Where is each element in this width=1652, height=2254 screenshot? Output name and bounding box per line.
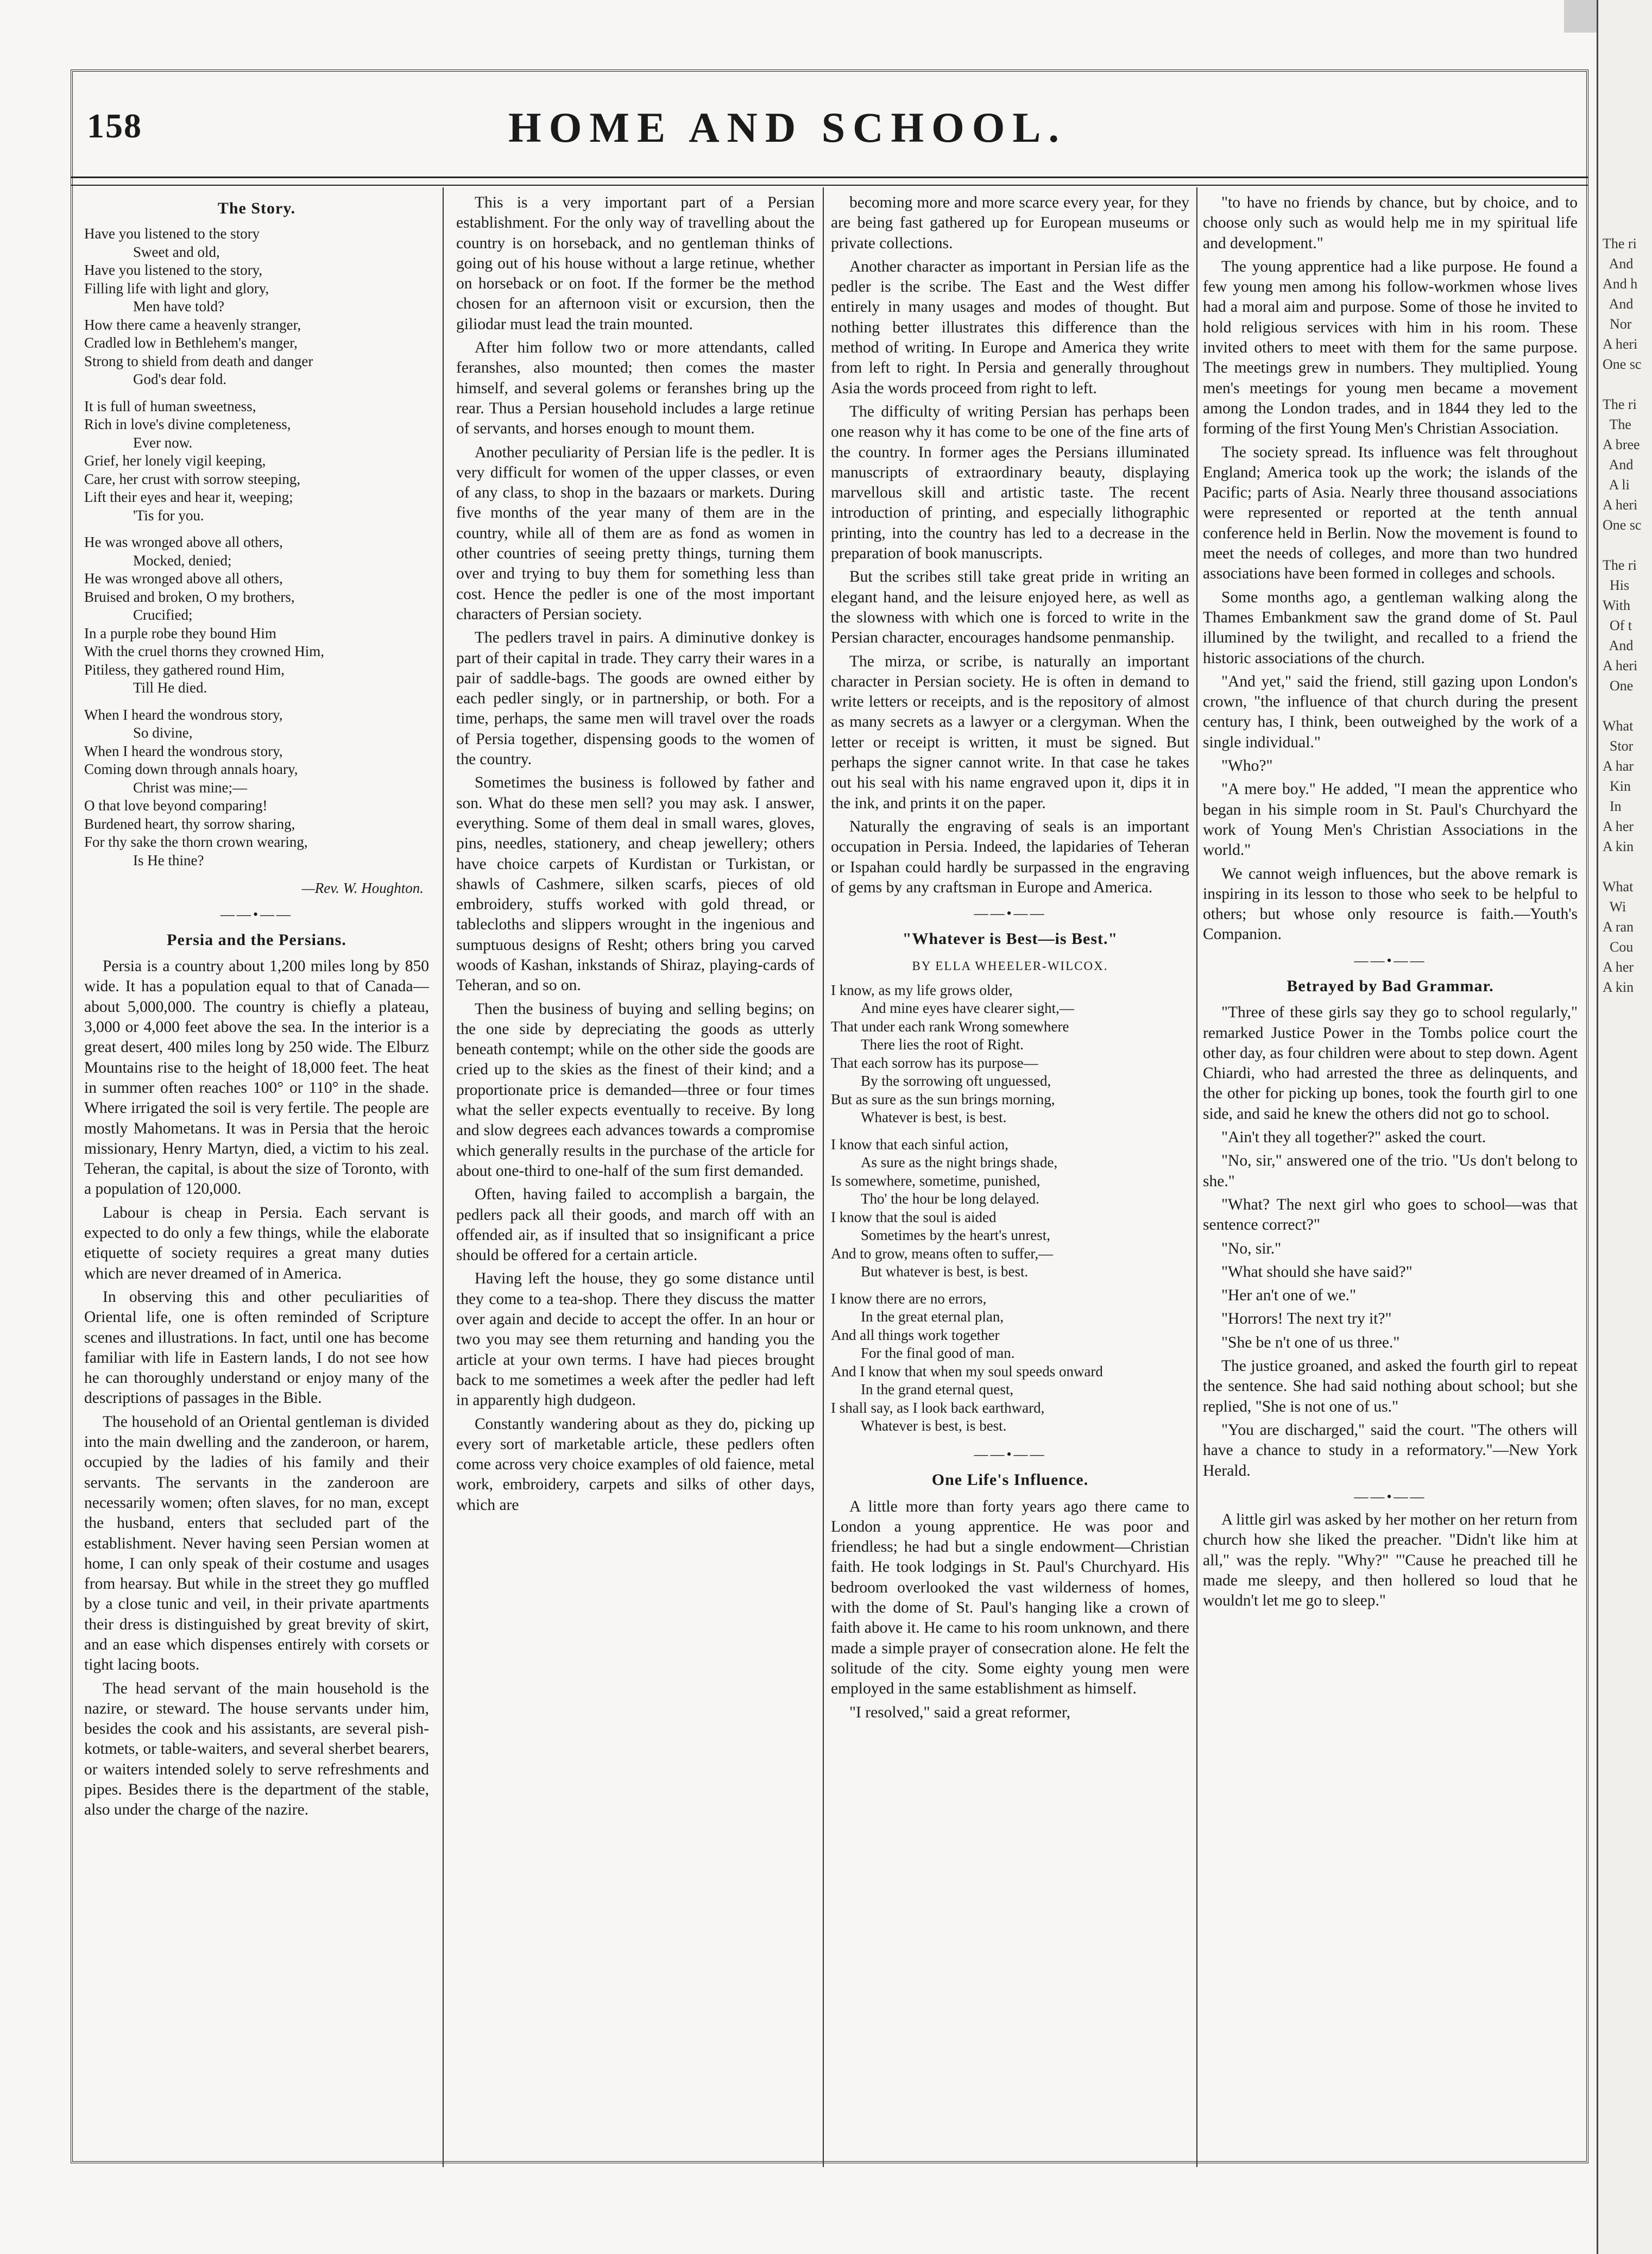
persia-article-title: Persia and the Persians. xyxy=(167,930,346,949)
poem-stanza xyxy=(831,1136,1189,1281)
poem-line: In the great eternal plan, xyxy=(861,1308,1004,1325)
influence-article-continued xyxy=(1203,193,1578,945)
poem-stanza xyxy=(84,225,429,389)
story-poem xyxy=(84,225,429,870)
persia-article-body xyxy=(84,956,429,1820)
article-paragraph: The head servant of the main household is the nazire, or steward. The house servants under him, besides the cook and his assistants, are several pish-kotmets, or table-waiters, and several sherbet bearers, or waiters intended solely to serve refreshments and pipes. Besides there is the department of the stable, also under the charge of the nazire. xyxy=(84,1679,429,1819)
poem-line: It is full of human sweetness, xyxy=(84,398,256,414)
article-paragraph: "And yet," said the friend, still gazing upon London's crown, "the influence of that church during the present century has, I think, been outweighed by the work of a single individual." xyxy=(1203,672,1578,751)
persia-article-conclusion xyxy=(831,193,1189,898)
article-paragraph: The household of an Oriental gentleman is divided into the main dwelling and the zanderoon, or harem, occupied by the ladies of his family and their servants. The servants in the zanderoon are necessarily women; often slaves, for no man, except the husband, enters that secluded part of the establishment. Never having seen Persian women at home, I can only speak of their costume and usages from hearsay. But while in the street they go muffled by a close tunic and veil, in their private apartments their dress is distinguished by great brevity of skirt, and an ease which dispenses entirely with corsets or tight lacing boots. xyxy=(84,1413,429,1674)
story-poem-title: The Story. xyxy=(217,199,296,217)
article-paragraph: The justice groaned, and asked the fourth girl to repeat the sentence. She had said nothing about school; but she replied, "She is not one of us." xyxy=(1203,1357,1578,1415)
article-paragraph: "She be n't one of us three." xyxy=(1221,1333,1400,1351)
poem-line: Rich in love's divine completeness, xyxy=(84,416,291,433)
article-paragraph: "A mere boy." He added, "I mean the apprentice who began in his simple room in St. Paul's Churchyard the work of Young Men's Christian Associations in the world." xyxy=(1203,780,1578,859)
article-paragraph: "Horrors! The next try it?" xyxy=(1221,1310,1392,1328)
poem-line: And I know that when my soul speeds onward xyxy=(831,1363,1103,1380)
poem-line: In a purple robe they bound Him xyxy=(84,625,276,641)
masthead-title: HOME AND SCHOOL. xyxy=(508,104,1067,151)
article-paragraph: In observing this and other peculiarities of Oriental life, one is often reminded of Scripture scenes and illustrations. In fact, until one has become familiar with life in Eastern lands, I do not see how he can thoroughly understand or enjoy many of the descriptions of passages in the Bible. xyxy=(84,1288,429,1407)
article-paragraph: Another peculiarity of Persian life is the pedler. It is very difficult for women of the upper classes, or even of any class, to shop in the bazaars or markets. During five months of the year many of them are in the country, while all of them are as fond as women in other countries of seeing pretty things, turning them over and trying to buy them for something less than cost. Hence the pedler is one of the most important characters of Persian society. xyxy=(456,443,815,623)
influence-article-body xyxy=(831,1497,1189,1723)
poem-line: Grief, her lonely vigil keeping, xyxy=(84,452,266,469)
poem-line: I know, as my life grows older, xyxy=(831,981,1013,998)
poem-line: Burdened heart, thy sorrow sharing, xyxy=(84,815,295,832)
grammar-article-body xyxy=(1203,1003,1578,1481)
poem-line: Coming down through annals hoary, xyxy=(84,761,298,778)
article-paragraph: A little more than forty years ago there came to London a young apprentice. He was poor and friendless; he had but a single endowment—Christian faith. He took lodgings in St. Paul's Churchyard. His bedroom overlooked the vast wilderness of homes, with the dome of St. Paul's hanging like a crown of faith above it. He came to his room unknown, and there made a simple prayer of consecration alone. He felt the solitude of the city. Some eighty young men were employed in the same establishment as himself. xyxy=(831,1497,1189,1698)
poem-line: As sure as the night brings shade, xyxy=(861,1154,1058,1171)
article-paragraph: We cannot weigh influences, but the above remark is inspiring in its lesson to those who seek to be helpful to others; but whose only resource is faith.—Youth's Companion. xyxy=(1203,865,1578,943)
poem-line: So divine, xyxy=(133,725,193,741)
article-paragraph: "What should she have said?" xyxy=(1221,1263,1413,1281)
grammar-article-title: Betrayed by Bad Grammar. xyxy=(1287,977,1494,995)
poem-line: When I heard the wondrous story, xyxy=(84,742,283,759)
article-paragraph: "You are discharged," said the court. "The others will have a chance to study in a reformatory."—New York Herald. xyxy=(1203,1421,1578,1479)
article-paragraph: "Ain't they all together?" asked the court. xyxy=(1221,1129,1486,1147)
poem-line: I know that each sinful action, xyxy=(831,1136,1008,1153)
whatever-poem xyxy=(831,981,1189,1435)
article-paragraph: "No, sir," answered one of the trio. "Us don't belong to she." xyxy=(1203,1152,1578,1190)
story-attribution: —Rev. W. Houghton. xyxy=(301,880,424,897)
column-rule-1 xyxy=(443,187,444,2167)
article-paragraph: Another character as important in Persian life as the pedler is the scribe. The East and the West differ entirely in many usages and modes of thought. But nothing better illustrates this difference than the method of writing. In Europe and America they write from left to right. In Persia and generally throughout Asia the words proceed from right to left. xyxy=(831,257,1189,397)
poem-line: For the final good of man. xyxy=(861,1345,1015,1362)
section-ornament: ——•—— xyxy=(1354,1488,1427,1504)
article-paragraph: The mirza, or scribe, is naturally an important character in Persian society. He is often in demand to write letters or receipts, and is the repository of almost as many secrets as a lawyer or a clergyman. When the letter or receipt is written, it must be signed. But perhaps the signer cannot write. In that case he takes out his seal with his name engraved upon it, dips it in the ink, and prints it on the paper. xyxy=(831,652,1189,812)
article-paragraph: "Her an't one of we." xyxy=(1221,1287,1357,1305)
poem-stanza xyxy=(831,981,1189,1127)
section-ornament: ——•—— xyxy=(974,1446,1046,1462)
article-paragraph: "I resolved," said a great reformer, xyxy=(849,1703,1071,1721)
poem-line: Mocked, denied; xyxy=(133,552,232,569)
header-rule-2 xyxy=(71,185,1588,186)
article-paragraph: This is a very important part of a Persian establishment. For the only way of travelling about the country is on horseback, and no gentleman thinks of going out of his house without a large retinue, whether on horseback or on foot. If the former be the method chosen for an afternoon visit or excursion, then the giliodar must lead the train mounted. xyxy=(456,194,815,333)
poem-line: But whatever is best, is best. xyxy=(861,1263,1029,1280)
poem-line: When I heard the wondrous story, xyxy=(84,706,283,723)
poem-line: Have you listened to the story xyxy=(84,225,260,242)
article-paragraph: Often, having failed to accomplish a bargain, the pedlers pack all their goods, and march off with an offended air, as if insulted that so insignificant a price should be offered for a certain article. xyxy=(456,1186,815,1264)
poem-line: And all things work together xyxy=(831,1326,1000,1343)
poem-line: How there came a heavenly stranger, xyxy=(84,316,301,333)
whatever-poem-byline: BY ELLA WHEELER-WILCOX. xyxy=(912,959,1108,973)
poem-line: Cradled low in Bethlehem's manger, xyxy=(84,335,298,351)
poem-line: For thy sake the thorn crown wearing, xyxy=(84,834,308,851)
influence-article-title: One Life's Influence. xyxy=(931,1471,1089,1489)
article-paragraph: Then the business of buying and selling begins; on the one side by depreciating the goods as utterly beneath contempt; while on the other side the goods are cried up to the skies as the finest of their kind; and a proportionate price is demanded—three or four times what the seller expects eventually to receive. By long and slow degrees each advances towards a compromise which generally results in the purchase of the article for about one-third to one-half of the sum first demanded. xyxy=(456,1000,815,1180)
article-paragraph: Constantly wandering about as they do, picking up every sort of marketable article, these pedlers often come across very choice examples of old faience, metal work, embroidery, carpets and silks of other days, which are xyxy=(456,1415,815,1514)
column-rule-3 xyxy=(1196,187,1197,2167)
article-paragraph: But the scribes still take great pride in writing an elegant hand, and the leisure enjoyed here, as well as the slowness with which one is forced to write in the Persian character, encourages handsome penmanship. xyxy=(831,568,1189,647)
persia-article-continued xyxy=(456,193,815,1515)
article-paragraph: After him follow two or more attendants, called feranshes, also mounted; then comes the master himself, and several golems or feranshes bring up the rear. Thus a Persian household includes a large retinue of servants, and horses enough to mount them. xyxy=(456,339,815,438)
poem-line: Strong to shield from death and danger xyxy=(84,352,313,369)
poem-line: And to grow, means often to suffer,— xyxy=(831,1245,1054,1262)
article-paragraph: "to have no friends by chance, but by choice, and to choose only such as would help me in my spiritual life and development." xyxy=(1203,194,1578,252)
poem-line: O that love beyond comparing! xyxy=(84,797,268,814)
poem-line: God's dear fold. xyxy=(133,371,227,388)
poem-line: Christ was mine;— xyxy=(133,779,247,796)
poem-line: Ever now. xyxy=(133,434,193,451)
adjacent-page-edge xyxy=(1597,0,1652,2254)
poem-line: Men have told? xyxy=(133,298,224,315)
poem-line: By the sorrowing oft unguessed, xyxy=(861,1073,1051,1090)
poem-line: I shall say, as I look back earthward, xyxy=(831,1399,1045,1416)
article-paragraph: Labour is cheap in Persia. Each servant is expected to do only a few things, while the elaborate etiquette of society requires a great many duties which are never dreamed of in America. xyxy=(84,1204,429,1282)
poem-line: Whatever is best, is best. xyxy=(861,1109,1007,1126)
column-3 xyxy=(831,193,1189,2148)
poem-line: And mine eyes have clearer sight,— xyxy=(861,1000,1074,1017)
poem-stanza xyxy=(84,706,429,870)
article-paragraph: The young apprentice had a like purpose. He found a few young men among his follow-workmen whose lives had a moral aim and purpose. Some of those he invited to hold religious services with him in his room. These invited others to meet with them for the same purpose. The meetings grew in numbers. They multiplied. Young men's meetings for young men became a movement among the London trades, and in 1844 they led to the forming of the first Young Men's Christian Association. xyxy=(1203,257,1578,438)
poem-line: Lift their eyes and hear it, weeping; xyxy=(84,489,293,506)
poem-line: With the cruel thorns they crowned Him, xyxy=(84,643,325,660)
poem-line: Sweet and old, xyxy=(133,243,220,260)
section-ornament: ——•—— xyxy=(1354,952,1427,968)
poem-line: I know there are no errors, xyxy=(831,1290,987,1307)
article-paragraph: "Who?" xyxy=(1221,757,1273,775)
poem-line: Is somewhere, sometime, punished, xyxy=(831,1172,1041,1189)
poem-line: Till He died. xyxy=(133,679,207,696)
poem-line: I know that the soul is aided xyxy=(831,1208,997,1225)
poem-line: Whatever is best, is best. xyxy=(861,1418,1007,1434)
article-paragraph: "What? The next girl who goes to school—was that sentence correct?" xyxy=(1203,1195,1578,1234)
poem-line: Care, her crust with sorrow steeping, xyxy=(84,470,301,487)
section-ornament: ——•—— xyxy=(974,905,1046,922)
article-paragraph: Persia is a country about 1,200 miles long by 850 wide. It has a population equal to that of Canada—about 5,000,000. The country is chiefly a plateau, 3,000 or 4,000 feet above the sea. In the interior is a great desert, 400 miles long by 250 wide. The Elburz Mountains rise to the height of 18,000 feet. The heat in summer often reaches 100° or 110° in the shade. Where irrigated the soil is very fertile. The people are mostly Mahometans. It was in Persia that the heroic missionary, Henry Martyn, died, a victim to his zeal. Teheran, the capital, is about the size of Toronto, with a population of 120,000. xyxy=(84,958,429,1198)
article-paragraph: "No, sir." xyxy=(1221,1239,1282,1257)
article-paragraph: The pedlers travel in pairs. A diminutive donkey is part of their capital in trade. They carry their wares in a pair of saddle-bags. The goods are owned either by each pedler singly, or in partnership, or both. For a time, perhaps, the same men will travel over the roads of Persia together, dispensing goods to the women of the country. xyxy=(456,629,815,769)
header-rule xyxy=(71,177,1588,178)
section-ornament: ——•—— xyxy=(220,906,293,922)
article-paragraph: Having left the house, they go some distance until they come to a tea-shop. There they discuss the matter over again and decide to accept the offer. In an hour or two you may see them returning and handing you the article at your own terms. I have had pieces brought back to me sometimes a week after the pedler had left in apparently high dudgeon. xyxy=(456,1270,815,1409)
poem-line: That under each rank Wrong somewhere xyxy=(831,1018,1069,1035)
poem-stanza xyxy=(84,533,429,697)
article-paragraph: Naturally the engraving of seals is an important occupation in Persia. Indeed, the lapidaries of Teheran or Ispahan could hardly be surpassed in the engraving of gems by any craftsman in Europe and America. xyxy=(831,817,1189,896)
poem-line: Crucified; xyxy=(133,607,193,624)
poem-line: He was wronged above all others, xyxy=(84,570,283,587)
poem-line: Is He thine? xyxy=(133,852,204,868)
poem-line: Filling life with light and glory, xyxy=(84,280,269,297)
adjacent-page-text: The ri And And h And Nor A heri One sc The ri The A bree And A li A heri One sc The ri His With Of t And A heri One What Stor A har Kin In A her A kin What Wi A ran Cou A her A kin xyxy=(1603,236,1642,995)
column-1 xyxy=(84,193,429,2148)
page-number: 158 xyxy=(87,106,142,145)
column-4 xyxy=(1203,193,1578,2148)
poem-line: In the grand eternal quest, xyxy=(861,1381,1014,1398)
column-2 xyxy=(456,193,815,2148)
poem-line: Have you listened to the story, xyxy=(84,262,263,279)
whatever-poem-title: "Whatever is Best—is Best." xyxy=(902,930,1118,948)
poem-line: But as sure as the sun brings morning, xyxy=(831,1091,1055,1107)
poem-line: Bruised and broken, O my brothers, xyxy=(84,588,295,605)
article-paragraph: The society spread. Its influence was felt throughout England; America took up the work; the islands of the Pacific; parts of Asia. Nearly three thousand associations were represented or reported at the tenth annual conference held in Berlin. Now the movement is found to meet the needs of colleges, and more than two hundred associations have been formed in colleges and schools. xyxy=(1203,443,1578,583)
poem-stanza xyxy=(84,398,429,525)
poem-line: 'Tis for you. xyxy=(133,507,204,524)
column-rule-2 xyxy=(823,187,824,2167)
poem-line: Tho' the hour be long delayed. xyxy=(861,1191,1039,1207)
poem-stanza xyxy=(831,1290,1189,1435)
poem-line: That each sorrow has its purpose— xyxy=(831,1054,1038,1071)
article-paragraph: Some months ago, a gentleman walking along the Thames Embankment saw the grand dome of St. Paul illumined by the twilight, and recalled to a friend the historic associations of the church. xyxy=(1203,588,1578,667)
poem-line: There lies the root of Right. xyxy=(861,1036,1024,1053)
poem-line: He was wronged above all others, xyxy=(84,534,283,551)
poem-line: Pitiless, they gathered round Him, xyxy=(84,661,285,678)
article-paragraph: "Three of these girls say they go to school regularly," remarked Justice Power in the Tombs police court the other day, as four children were about to step down. Agent Chiardi, who had arrested the three as delinquents, and the other for picking up bones, took the fourth girl to one side, and said he knew the others did not go to school. xyxy=(1203,1004,1578,1123)
poem-line: Sometimes by the heart's unrest, xyxy=(861,1227,1051,1244)
church-anecdote: A little girl was asked by her mother on her return from church how she liked the preacher. "Didn't like him at all," was the reply. "Why?" "'Cause he preached till he made me sleepy, and then hollered so loud that he wouldn't let me go to sleep." xyxy=(1203,1511,1578,1610)
article-paragraph: Sometimes the business is followed by father and son. What do these men sell? you may ask. I answer, everything. Some of them deal in small wares, gloves, pins, needles, stationery, and cheap jewellery; others have choice carpets of Kurdistan or Turkistan, or shawls of Cashmere, silken scarfs, pieces of old embroidery, stuffs worked with gold thread, or tablecloths and slippers wrought in the ingenious and sumptuous designs of Resht; others bring you carved woods of Kashan, inkstands of Shiraz, playing-cards of Teheran, and so on. xyxy=(456,774,815,994)
article-paragraph: becoming more and more scarce every year, for they are being fast gathered up for European museums or private collections. xyxy=(831,194,1189,252)
article-paragraph: The difficulty of writing Persian has perhaps been one reason why it has come to be one of the fine arts of the country. In former ages the Persians illuminated manuscripts of extraordinary beauty, displaying marvellous skill and artistic taste. The recent introduction of printing, and especially lithographic printing, into the country has led to a decrease in the preparation of book manuscripts. xyxy=(831,402,1189,563)
